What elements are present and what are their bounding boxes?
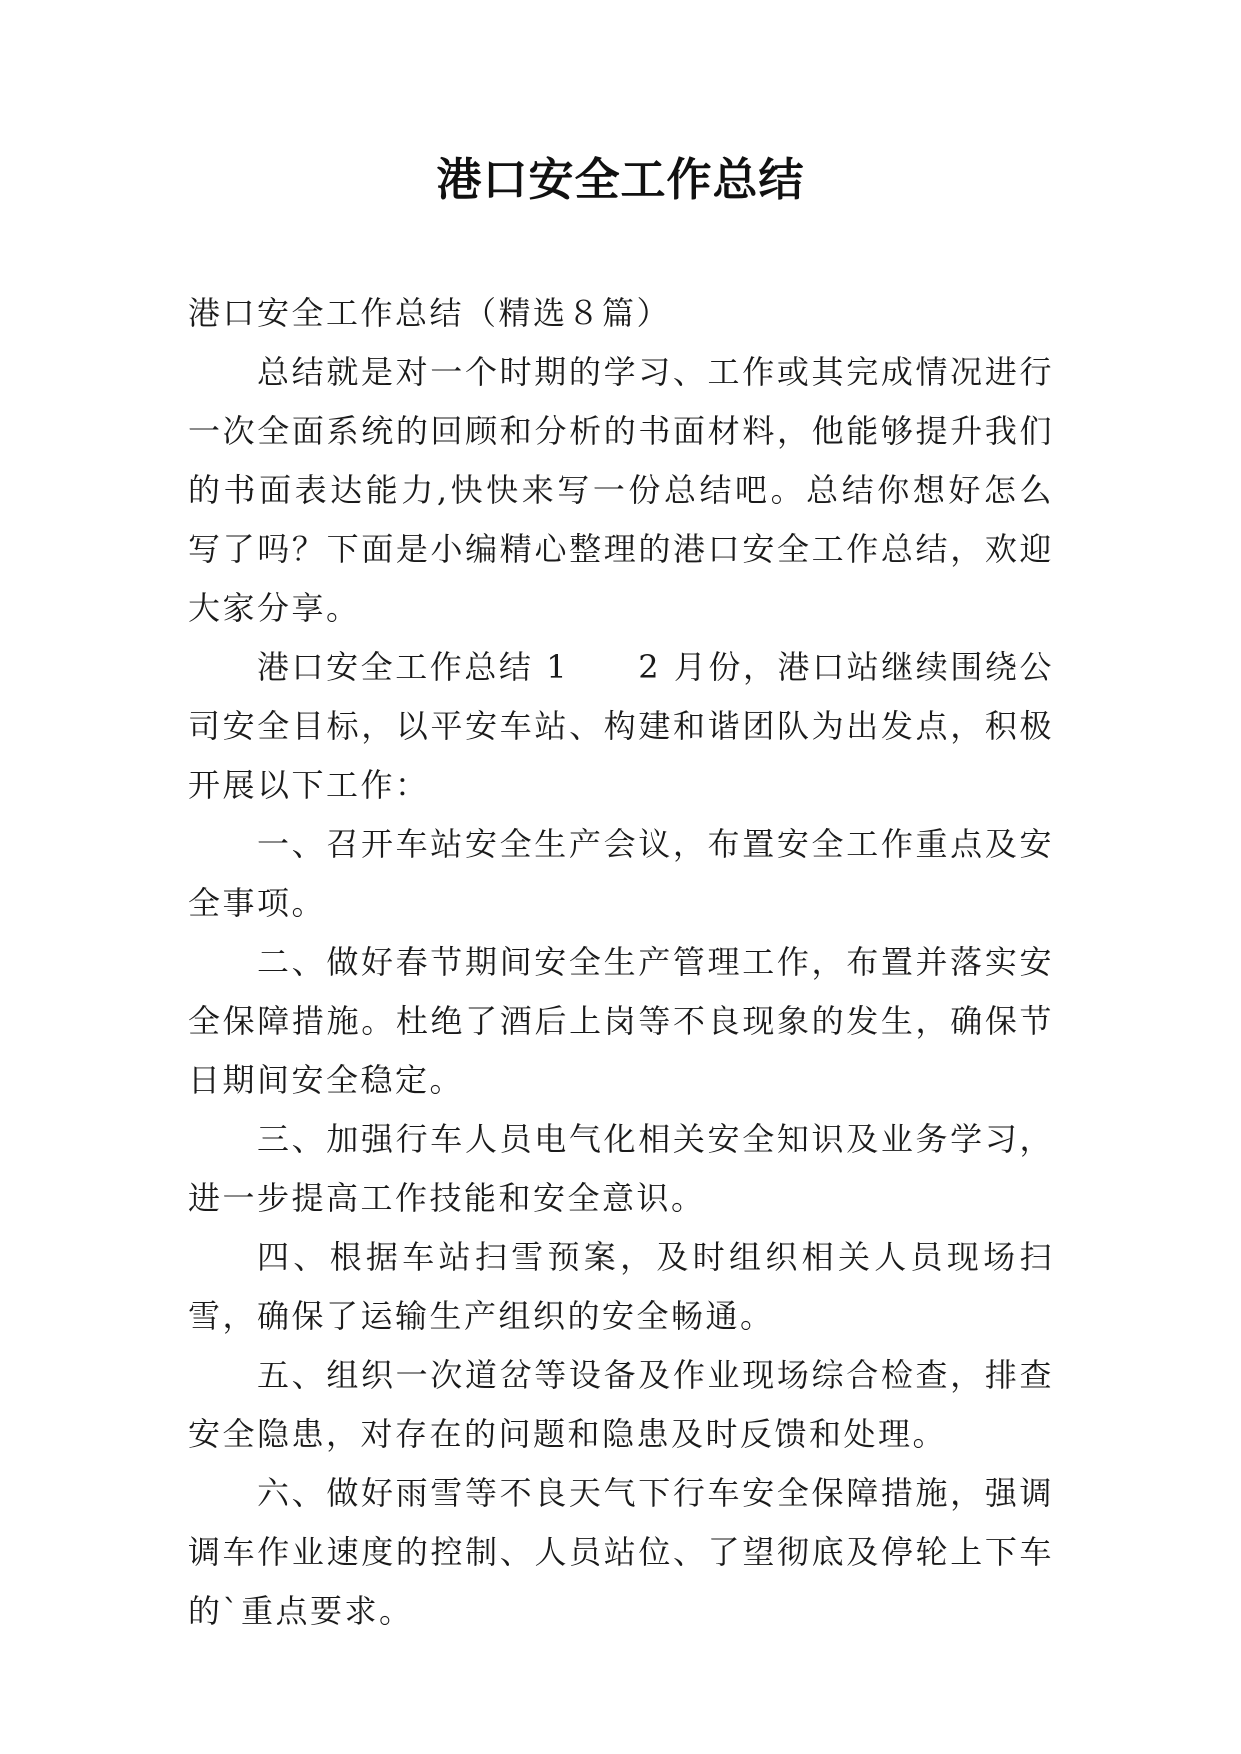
paragraph-item-5: 五、组织一次道岔等设备及作业现场综合检查，排查安全隐患，对存在的问题和隐患及时反馈和处理。 <box>188 1356 1054 1453</box>
paragraph-item-3: 三、加强行车人员电气化相关安全知识及业务学习，进一步提高工作技能和安全意识。 <box>188 1120 1054 1217</box>
paragraph-item-2: 二、做好春节期间安全生产管理工作，布置并落实安全保障措施。杜绝了酒后上岗等不良现象的发生，确保节日期间安全稳定。 <box>188 943 1054 1099</box>
paragraph-item-6: 六、做好雨雪等不良天气下行车安全保障措施，强调调车作业速度的控制、人员站位、了望彻底及停轮上下车的`重点要求。 <box>188 1474 1054 1630</box>
paragraph-subtitle: 港口安全工作总结（精选８篇） <box>188 294 672 332</box>
paragraph-item-1: 一、召开车站安全生产会议，布置安全工作重点及安全事项。 <box>188 825 1054 922</box>
paragraph-item-4: 四、根据车站扫雪预案，及时组织相关人员现场扫雪，确保了运输生产组织的安全畅通。 <box>188 1238 1054 1335</box>
paragraph-intro: 总结就是对一个时期的学习、工作或其完成情况进行一次全面系统的回顾和分析的书面材料，他能够提升我们的书面表达能力,快快来写一份总结吧。总结你想好怎么写了吗？下面是小编精心整理的港口安全工作总结，欢迎大家分享。 <box>188 353 1054 627</box>
paragraph-summary-1: 港口安全工作总结 1 2 月份，港口站继续围绕公司安全目标，以平安车站、构建和谐团队为出发点，积极开展以下工作： <box>188 648 1054 804</box>
document-body <box>188 284 1054 1641</box>
document-title: 港口安全工作总结 <box>436 153 805 206</box>
